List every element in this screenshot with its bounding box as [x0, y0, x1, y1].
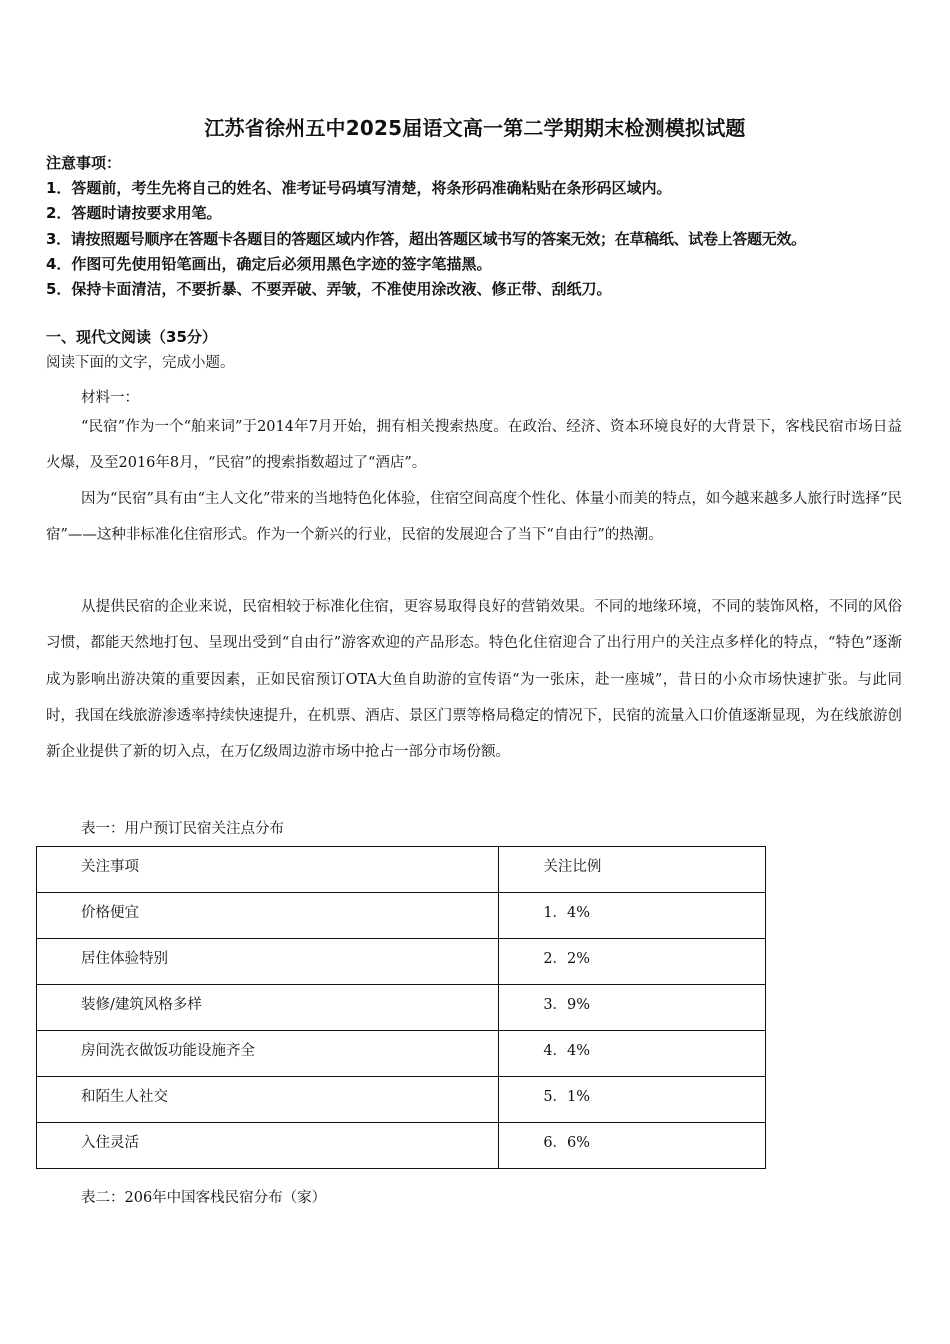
notice-item-1: 1．答题前，考生先将自己的姓名、准考证号码填写清楚，将条形码准确粘贴在条形码区域内。 [46, 179, 672, 197]
table-cell: 和陌生人社交 [37, 1077, 499, 1123]
section-heading: 一、现代文阅读（35分） [46, 328, 217, 346]
table-row [37, 893, 766, 939]
table-row [37, 1031, 766, 1077]
table-header-cell: 关注事项 [37, 847, 499, 893]
table-cell: 3．9% [499, 985, 766, 1031]
table-cell: 1．4% [499, 893, 766, 939]
table-header-row [37, 847, 766, 893]
table2-caption: 表二：206年中国客栈民宿分布（家） [81, 1190, 327, 1206]
table-row [37, 939, 766, 985]
page-title: 江苏省徐州五中2025届语文高一第二学期期末检测模拟试题 [204, 116, 746, 140]
table-cell: 价格便宜 [37, 893, 499, 939]
table-row [37, 985, 766, 1031]
table1 [36, 846, 766, 1169]
table-row [37, 1123, 766, 1169]
table-cell: 2．2% [499, 939, 766, 985]
table-cell: 5．1% [499, 1077, 766, 1123]
notice-item-2: 2．答题时请按要求用笔。 [46, 204, 222, 222]
material-label: 材料一： [81, 390, 139, 406]
table1-caption: 表一：用户预订民宿关注点分布 [81, 821, 284, 837]
notice-item-4: 4．作图可先使用铅笔画出，确定后必须用黑色字迹的签字笔描黑。 [46, 255, 492, 273]
notice-heading: 注意事项： [46, 154, 122, 172]
table-cell: 房间洗衣做饭功能设施齐全 [37, 1031, 499, 1077]
table-cell: 居住体验特别 [37, 939, 499, 985]
paragraph-1: “民宿”作为一个“舶来词”于2014年7月开始，拥有相关搜索热度。在政治、经济、资本环境良好的大背景下，客栈民宿市场日益火爆，及至2016年8月，“民宿”的搜索指数超过了“酒店”。 [46, 419, 902, 472]
table-header-cell: 关注比例 [499, 847, 766, 893]
table-cell: 装修/建筑风格多样 [37, 985, 499, 1031]
reading-instruction: 阅读下面的文字，完成小题。 [46, 355, 235, 371]
table-cell: 入住灵活 [37, 1123, 499, 1169]
table-row [37, 1077, 766, 1123]
table-cell: 6．6% [499, 1123, 766, 1169]
notice-item-3: 3．请按照题号顺序在答题卡各题目的答题区域内作答，超出答题区域书写的答案无效；在草稿纸、试卷上答题无效。 [46, 230, 806, 248]
table-cell: 4．4% [499, 1031, 766, 1077]
notice-item-5: 5．保持卡面清洁，不要折暴、不要弄破、弄皱，不准使用涂改液、修正带、刮纸刀。 [46, 280, 612, 298]
paragraph-3: 从提供民宿的企业来说，民宿相较于标准化住宿，更容易取得良好的营销效果。不同的地缘环境，不同的装饰风格，不同的风俗习惯，都能天然地打包、呈现出受到“自由行”游客欢迎的产品形态。特色化住宿迎合了出行用户的关注点多样化的特点，“特色”逐渐成为影响出游决策的重要因素，正如民宿预订OTA大鱼自助游的宣传语“为一张床，赴一座城”，昔日的小众市场快速扩张。与此同时，我国在线旅游渗透率持续快速提升，在机票、酒店、景区门票等格局稳定的情况下，民宿的流量入口价值逐渐显现，为在线旅游创新企业提供了新的切入点，在万亿级周边游市场中抢占一部分市场份额。 [46, 599, 902, 761]
paragraph-2: 因为“民宿”具有由“主人文化”带来的当地特色化体验，住宿空间高度个性化、体量小而美的特点，如今越来越多人旅行时选择“民宿”——这种非标准化住宿形式。作为一个新兴的行业，民宿的发展迎合了当下“自由行”的热潮。 [46, 491, 902, 544]
